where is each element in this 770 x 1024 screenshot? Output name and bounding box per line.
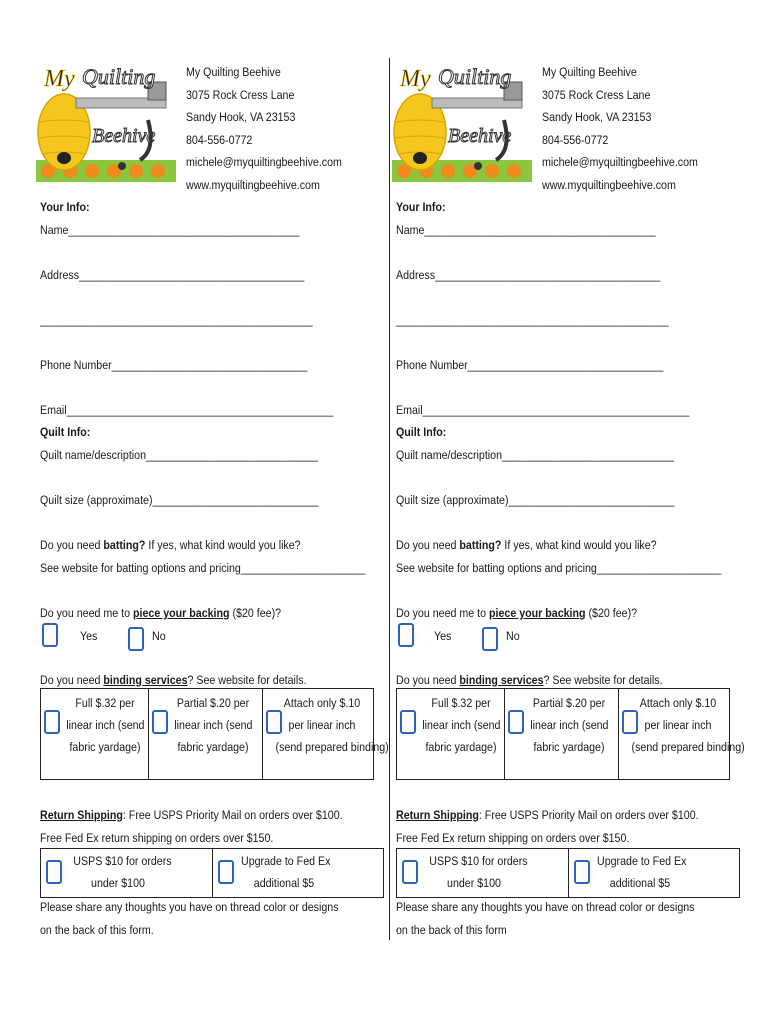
binding-full-checkbox[interactable] bbox=[400, 710, 416, 734]
shipping-line-1: Return Shipping: Free USPS Priority Mail on orders over $100. bbox=[396, 808, 699, 822]
backing-yes-checkbox[interactable] bbox=[398, 623, 414, 647]
order-form-left bbox=[36, 0, 396, 1024]
binding-full-checkbox[interactable] bbox=[44, 710, 60, 734]
your-info-heading: Your Info: bbox=[396, 200, 446, 214]
binding-divider-1 bbox=[148, 688, 149, 780]
backing-question: Do you need me to piece your backing ($20 fee)? bbox=[396, 606, 638, 620]
binding-partial-label: Partial $.20 per linear inch (send fabric yardage) bbox=[174, 696, 253, 754]
logo-text-my: My bbox=[44, 66, 75, 92]
name-field[interactable]: Name_______________________________________ bbox=[396, 223, 656, 237]
shipping-line-2: Free Fed Ex return shipping on orders over $150. bbox=[40, 831, 274, 845]
backing-no-checkbox[interactable] bbox=[128, 627, 144, 651]
shipping-divider bbox=[212, 848, 213, 898]
batting-label: See website for batting options and pricing bbox=[40, 561, 241, 575]
your-info-heading: Your Info: bbox=[40, 200, 90, 214]
backing-question: Do you need me to piece your backing ($20 fee)? bbox=[40, 606, 282, 620]
backing-yes-label: Yes bbox=[434, 629, 452, 643]
shipping-divider bbox=[568, 848, 569, 898]
business-city: Sandy Hook, VA 23153 bbox=[542, 110, 652, 124]
backing-no-checkbox[interactable] bbox=[482, 627, 498, 651]
binding-question: Do you need binding services? See website for details. bbox=[396, 673, 663, 687]
backing-no-label: No bbox=[152, 629, 166, 643]
name-label: Name bbox=[40, 223, 69, 237]
business-street: 3075 Rock Cress Lane bbox=[542, 88, 651, 102]
address-line-2[interactable]: ______________________________________________ bbox=[40, 313, 313, 327]
quilt-info-heading: Quilt Info: bbox=[396, 425, 447, 439]
logo-text-quilting: Quilting bbox=[438, 64, 512, 89]
quilt-name-field[interactable]: Quilt name/description_____________________________ bbox=[40, 448, 318, 462]
logo-text-quilting: Quilting bbox=[82, 64, 156, 89]
email-field[interactable]: Email_____________________________________________ bbox=[396, 403, 690, 417]
business-phone: 804-556-0772 bbox=[186, 133, 253, 147]
business-name: My Quilting Beehive bbox=[542, 65, 637, 79]
business-street: 3075 Rock Cress Lane bbox=[186, 88, 295, 102]
shipping-usps-checkbox[interactable] bbox=[402, 860, 418, 884]
address-label: Address bbox=[396, 268, 436, 282]
phone-label: Phone Number bbox=[40, 358, 112, 372]
name-field[interactable]: Name_______________________________________ bbox=[40, 223, 300, 237]
logo-text-my: My bbox=[400, 66, 431, 92]
shipping-fedex-checkbox[interactable] bbox=[218, 860, 234, 884]
order-form-right bbox=[392, 0, 752, 1024]
binding-partial-checkbox[interactable] bbox=[508, 710, 524, 734]
shipping-usps-label: USPS $10 for orders under $100 bbox=[73, 854, 172, 890]
binding-divider-2 bbox=[262, 688, 263, 780]
business-phone: 804-556-0772 bbox=[542, 133, 609, 147]
quilting-beehive-logo bbox=[392, 60, 532, 184]
logo-text-beehive: Beehive bbox=[92, 125, 156, 147]
shipping-line-1: Return Shipping: Free USPS Priority Mail on orders over $100. bbox=[40, 808, 343, 822]
batting-question: Do you need batting? If yes, what kind would you like? bbox=[40, 538, 301, 552]
business-name: My Quilting Beehive bbox=[186, 65, 281, 79]
binding-partial-checkbox[interactable] bbox=[152, 710, 168, 734]
quilt-name-label: Quilt name/description bbox=[396, 448, 503, 462]
thoughts-line-2: on the back of this form. bbox=[40, 923, 154, 937]
shipping-line-2: Free Fed Ex return shipping on orders over $150. bbox=[396, 831, 630, 845]
email-field[interactable]: Email_____________________________________________ bbox=[40, 403, 334, 417]
shipping-usps-checkbox[interactable] bbox=[46, 860, 62, 884]
binding-attach-label: Attach only $.10 per linear inch (send prepared binding) bbox=[631, 696, 745, 754]
email-label: Email bbox=[40, 403, 67, 417]
logo-text-beehive: Beehive bbox=[448, 125, 512, 147]
binding-attach-label: Attach only $.10 per linear inch (send prepared binding) bbox=[275, 696, 389, 754]
quilt-size-label: Quilt size (approximate) bbox=[40, 493, 153, 507]
shipping-fedex-label: Upgrade to Fed Ex additional $5 bbox=[241, 854, 331, 890]
binding-partial-label: Partial $.20 per linear inch (send fabric yardage) bbox=[530, 696, 609, 754]
business-email: michele@myquiltingbeehive.com bbox=[542, 155, 698, 169]
batting-field[interactable]: See website for batting options and pricing_____________________ bbox=[40, 561, 366, 575]
binding-full-label: Full $.32 per linear inch (send fabric yardage) bbox=[66, 696, 145, 754]
thoughts-line-1: Please share any thoughts you have on thread color or designs bbox=[396, 900, 695, 914]
address-line-2[interactable]: ______________________________________________ bbox=[396, 313, 669, 327]
quilt-name-field[interactable]: Quilt name/description_____________________________ bbox=[396, 448, 674, 462]
name-label: Name bbox=[396, 223, 425, 237]
batting-field[interactable]: See website for batting options and pricing_____________________ bbox=[396, 561, 722, 575]
address-field[interactable]: Address______________________________________ bbox=[396, 268, 661, 282]
shipping-fedex-checkbox[interactable] bbox=[574, 860, 590, 884]
phone-field[interactable]: Phone Number_________________________________ bbox=[396, 358, 664, 372]
address-field[interactable]: Address______________________________________ bbox=[40, 268, 305, 282]
quilt-size-field[interactable]: Quilt size (approximate)____________________________ bbox=[40, 493, 319, 507]
quilt-size-label: Quilt size (approximate) bbox=[396, 493, 509, 507]
binding-question: Do you need binding services? See website for details. bbox=[40, 673, 307, 687]
phone-field[interactable]: Phone Number_________________________________ bbox=[40, 358, 308, 372]
batting-question: Do you need batting? If yes, what kind would you like? bbox=[396, 538, 657, 552]
business-email: michele@myquiltingbeehive.com bbox=[186, 155, 342, 169]
business-website: www.myquiltingbeehive.com bbox=[542, 178, 676, 192]
backing-yes-label: Yes bbox=[80, 629, 98, 643]
quilt-size-field[interactable]: Quilt size (approximate)____________________________ bbox=[396, 493, 675, 507]
shipping-fedex-label: Upgrade to Fed Ex additional $5 bbox=[597, 854, 687, 890]
business-website: www.myquiltingbeehive.com bbox=[186, 178, 320, 192]
backing-no-label: No bbox=[506, 629, 520, 643]
email-label: Email bbox=[396, 403, 423, 417]
business-city: Sandy Hook, VA 23153 bbox=[186, 110, 296, 124]
quilting-beehive-logo bbox=[36, 60, 176, 184]
phone-label: Phone Number bbox=[396, 358, 468, 372]
address-label: Address bbox=[40, 268, 80, 282]
thoughts-line-1: Please share any thoughts you have on thread color or designs bbox=[40, 900, 339, 914]
thoughts-line-2: on the back of this form bbox=[396, 923, 507, 937]
binding-divider-1 bbox=[504, 688, 505, 780]
binding-full-label: Full $.32 per linear inch (send fabric yardage) bbox=[422, 696, 501, 754]
backing-yes-checkbox[interactable] bbox=[42, 623, 58, 647]
batting-label: See website for batting options and pricing bbox=[396, 561, 597, 575]
quilt-info-heading: Quilt Info: bbox=[40, 425, 91, 439]
binding-divider-2 bbox=[618, 688, 619, 780]
shipping-usps-label: USPS $10 for orders under $100 bbox=[429, 854, 528, 890]
quilt-name-label: Quilt name/description bbox=[40, 448, 147, 462]
